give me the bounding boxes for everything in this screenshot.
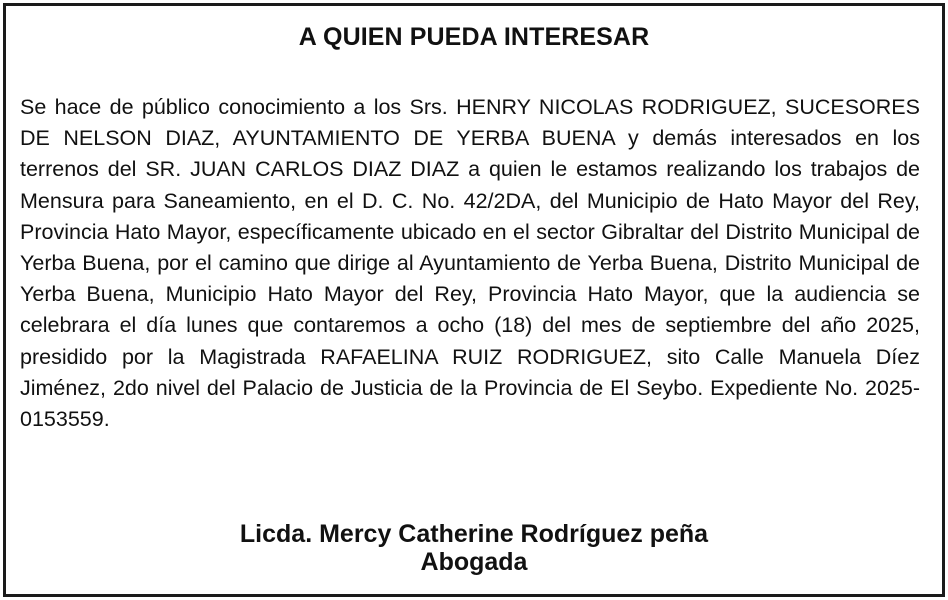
- signature-block: [6, 520, 942, 576]
- signature-role: Abogada: [420, 548, 528, 576]
- notice-body: Se hace de público conocimiento a los Srs. HENRY NICOLAS RODRIGUEZ, SUCESORES DE NELSON DIAZ, AYUNTAMIENTO DE YERBA BUENA y demás interesados en los terrenos del SR. JUAN CARLOS DIAZ DIAZ a quien le estamos realizando los trabajos de Mensura para Saneamiento, en el D. C. No. 42/2DA, del Municipio de Hato Mayor del Rey, Provincia Hato Mayor, específicamente ubicado en el sector Gibraltar del Distrito Municipal de Yerba Buena, por el camino que dirige al Ayuntamiento de Yerba Buena, Distrito Municipal de Yerba Buena, Municipio Hato Mayor del Rey, Provincia Hato Mayor, que la audiencia se celebrara el día lunes que contaremos a ocho (18) del mes de septiembre del año 2025, presidido por la Magistrada RAFAELINA RUIZ RODRIGUEZ, sito Calle Manuela Díez Jiménez, 2do nivel del Palacio de Justicia de la Provincia de El Seybo. Expediente No. 2025-0153559.: [20, 95, 920, 432]
- signature-name: Licda. Mercy Catherine Rodríguez peña: [239, 520, 709, 548]
- notice-title: A QUIEN PUEDA INTERESAR: [298, 23, 650, 51]
- legal-notice: [3, 3, 945, 597]
